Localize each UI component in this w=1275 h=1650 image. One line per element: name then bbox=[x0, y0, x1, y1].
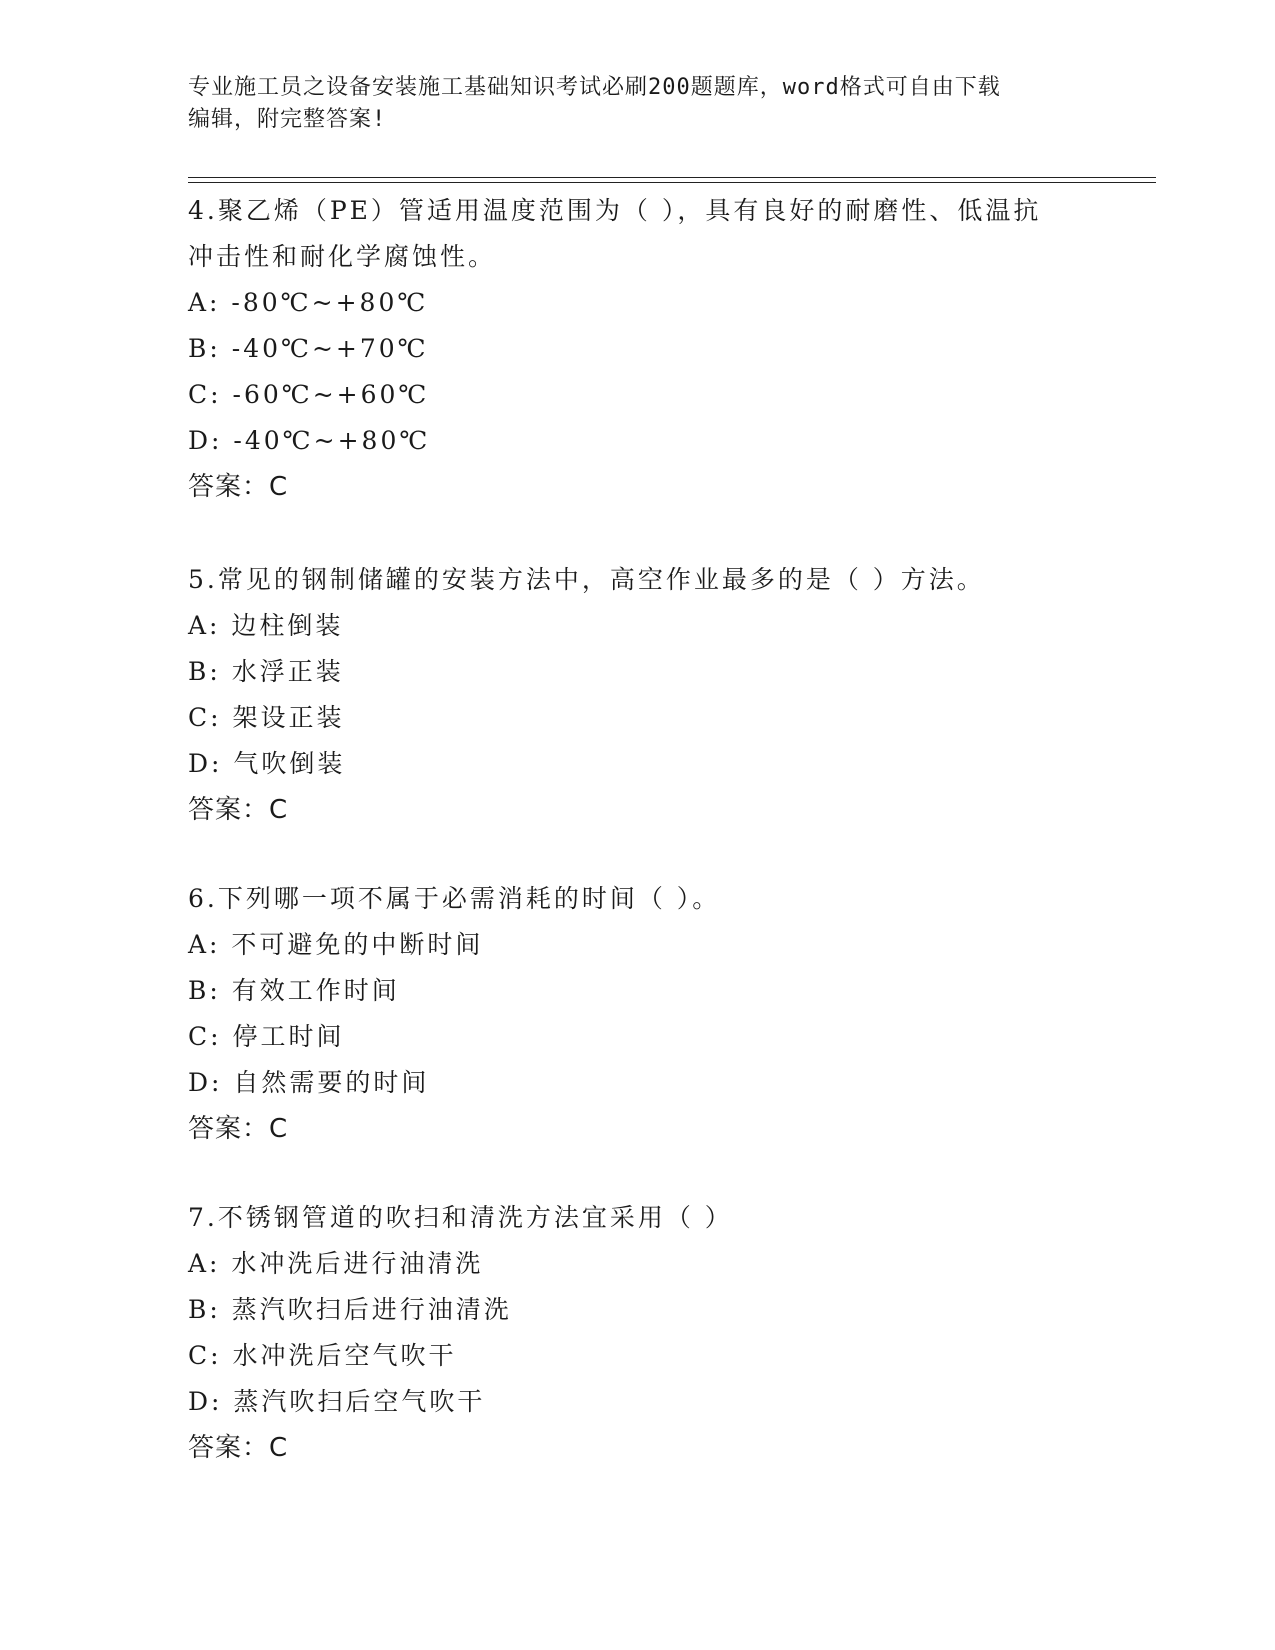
header-divider-top bbox=[188, 177, 1156, 178]
answer: 答案：C bbox=[188, 1433, 289, 1463]
option-d: D: 蒸汽吹扫后空气吹干 bbox=[188, 1387, 486, 1416]
question-text: 5.常见的钢制储罐的安装方法中，高空作业最多的是（ ）方法。 bbox=[188, 565, 985, 594]
question-7 bbox=[188, 1195, 1088, 1471]
option-a: A: 不可避免的中断时间 bbox=[188, 930, 484, 959]
option-a: A: 水冲洗后进行油清洗 bbox=[188, 1249, 484, 1278]
option-c: C: 水冲洗后空气吹干 bbox=[188, 1341, 457, 1370]
option-c: C: 架设正装 bbox=[188, 703, 345, 732]
question-text-continued: 冲击性和耐化学腐蚀性。 bbox=[188, 242, 497, 271]
header-line-1: 专业施工员之设备安装施工基础知识考试必刷200题题库，word格式可自由下载 bbox=[188, 75, 1001, 100]
option-c: C: -60℃~+60℃ bbox=[188, 380, 430, 409]
header-divider-bottom bbox=[188, 182, 1156, 183]
document-header bbox=[188, 72, 1088, 136]
option-b: B: -40℃~+70℃ bbox=[188, 334, 429, 363]
option-c: C: 停工时间 bbox=[188, 1022, 345, 1051]
question-text: 4.聚乙烯（PE）管适用温度范围为（ ），具有良好的耐磨性、低温抗 bbox=[188, 196, 1042, 225]
header-line-2: 编辑，附完整答案! bbox=[188, 107, 387, 132]
option-b: B: 有效工作时间 bbox=[188, 976, 400, 1005]
option-d: D: -40℃~+80℃ bbox=[188, 426, 431, 455]
question-text: 6.下列哪一项不属于必需消耗的时间（ ）。 bbox=[188, 884, 721, 913]
answer: 答案：C bbox=[188, 1114, 289, 1144]
question-5 bbox=[188, 557, 1088, 833]
option-a: A: 边柱倒装 bbox=[188, 611, 344, 640]
option-d: D: 自然需要的时间 bbox=[188, 1068, 430, 1097]
answer: 答案：C bbox=[188, 795, 289, 825]
question-6 bbox=[188, 876, 1088, 1152]
option-b: B: 蒸汽吹扫后进行油清洗 bbox=[188, 1295, 512, 1324]
option-b: B: 水浮正装 bbox=[188, 657, 344, 686]
option-d: D: 气吹倒装 bbox=[188, 749, 346, 778]
answer: 答案：C bbox=[188, 472, 289, 502]
option-a: A: -80℃~+80℃ bbox=[188, 288, 429, 317]
question-text: 7.不锈钢管道的吹扫和清洗方法宜采用（ ） bbox=[188, 1203, 733, 1232]
question-4 bbox=[188, 188, 1088, 510]
